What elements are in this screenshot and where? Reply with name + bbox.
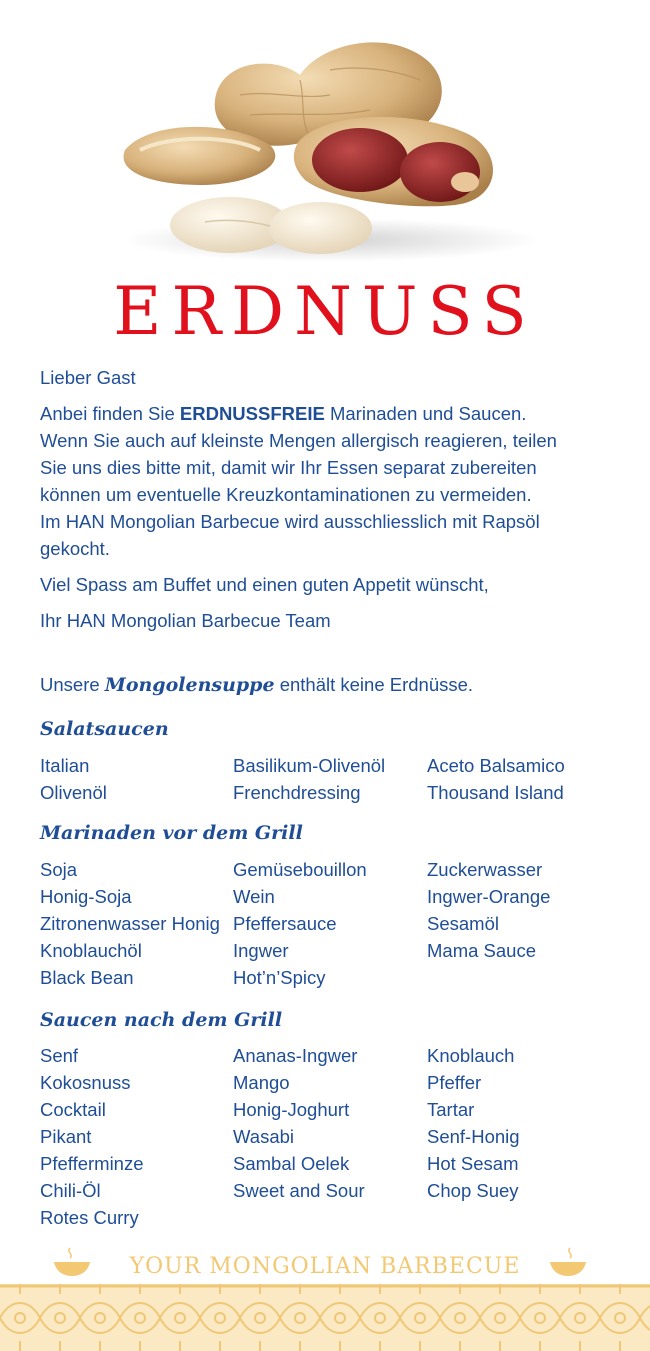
list-item: Olivenöl	[40, 782, 107, 803]
ornament-pattern	[0, 1284, 650, 1351]
list-item: Senf-Honig	[427, 1126, 520, 1147]
footer	[0, 1240, 650, 1351]
intro-lead: Anbei finden Sie	[40, 403, 175, 424]
list-item	[427, 1204, 640, 1231]
list-item: Ingwer	[233, 940, 289, 961]
bowl-icon	[548, 1246, 588, 1278]
intro-line: Wenn Sie auch auf kleinste Mengen allergisch reagieren, teilen	[40, 430, 557, 451]
intro-line: gekocht.	[40, 538, 110, 559]
list-item: Chop Suey	[427, 1180, 519, 1201]
section-heading-saucen: Saucen nach dem Grill	[40, 1009, 283, 1031]
list-item: Sweet and Sour	[233, 1180, 365, 1201]
wish-text: Viel Spass am Buffet und einen guten Appetit wünscht,	[40, 574, 489, 595]
list-item: Sesamöl	[427, 913, 499, 934]
intro-line: Im HAN Mongolian Barbecue wird ausschliesslich mit Rapsöl	[40, 511, 540, 532]
list-item: Chili-Öl	[40, 1180, 101, 1201]
soup-after: enthält keine Erdnüsse.	[279, 674, 474, 695]
list-item: Black Bean	[40, 967, 134, 988]
list-item: Gemüsebouillon	[233, 859, 367, 880]
list-item: Pfefferminze	[40, 1153, 144, 1174]
list-item: Italian	[40, 755, 90, 776]
list-saucen	[40, 1042, 640, 1231]
list-item: Aceto Balsamico	[427, 755, 565, 776]
list-item: Senf	[40, 1045, 79, 1066]
soup-before: Unsere	[40, 674, 100, 695]
list-item: Honig-Joghurt	[233, 1099, 350, 1120]
list-item: Thousand Island	[427, 782, 564, 803]
list-item: Hot’n’Spicy	[233, 967, 326, 988]
list-item: Pikant	[40, 1126, 92, 1147]
peanut-image	[0, 0, 650, 270]
section-heading-salatsaucen: Salatsaucen	[40, 718, 169, 740]
list-item: Knoblauch	[427, 1045, 515, 1066]
list-item: Hot Sesam	[427, 1153, 519, 1174]
list-item: Soja	[40, 859, 78, 880]
greeting: Lieber Gast	[40, 367, 136, 388]
list-item: Ananas-Ingwer	[233, 1045, 358, 1066]
list-item: Mama Sauce	[427, 940, 536, 961]
list-item: Rotes Curry	[40, 1207, 139, 1228]
intro-line: können um eventuelle Kreuzkontaminationen zu vermeiden.	[40, 484, 532, 505]
soup-name: Mongolensuppe	[104, 674, 275, 696]
signature-text: Ihr HAN Mongolian Barbecue Team	[40, 610, 331, 631]
intro-paragraph	[40, 400, 620, 562]
soup-note	[40, 674, 473, 696]
list-item: Zuckerwasser	[427, 859, 543, 880]
list-item: Pfeffersauce	[233, 913, 337, 934]
list-item: Pfeffer	[427, 1072, 482, 1093]
list-item	[427, 964, 640, 991]
list-item: Honig-Soja	[40, 886, 132, 907]
intro-lead-end: Marinaden und Saucen.	[329, 403, 527, 424]
list-item: Basilikum-Olivenöl	[233, 755, 386, 776]
list-item: Sambal Oelek	[233, 1153, 350, 1174]
list-salatsaucen	[40, 752, 640, 806]
intro-highlight: ERDNUSSFREIE	[179, 403, 325, 424]
list-marinaden	[40, 856, 640, 991]
list-item: Tartar	[427, 1099, 475, 1120]
list-item: Wasabi	[233, 1126, 295, 1147]
footer-slogan: YOUR MONGOLIAN BARBECUE	[129, 1254, 521, 1279]
list-item: Kokosnuss	[40, 1072, 131, 1093]
list-item: Cocktail	[40, 1099, 106, 1120]
intro-text	[40, 364, 620, 643]
list-item	[233, 1204, 427, 1231]
list-item: Frenchdressing	[233, 782, 361, 803]
list-item: Wein	[233, 886, 275, 907]
section-heading-marinaden: Marinaden vor dem Grill	[40, 822, 303, 844]
page-title: ERDNUSS	[113, 273, 537, 350]
list-item: Knoblauchöl	[40, 940, 142, 961]
list-item: Zitronenwasser Honig	[40, 913, 220, 934]
intro-line: Sie uns dies bitte mit, damit wir Ihr Essen separat zubereiten	[40, 457, 537, 478]
list-item: Ingwer-Orange	[427, 886, 551, 907]
list-item: Mango	[233, 1072, 290, 1093]
